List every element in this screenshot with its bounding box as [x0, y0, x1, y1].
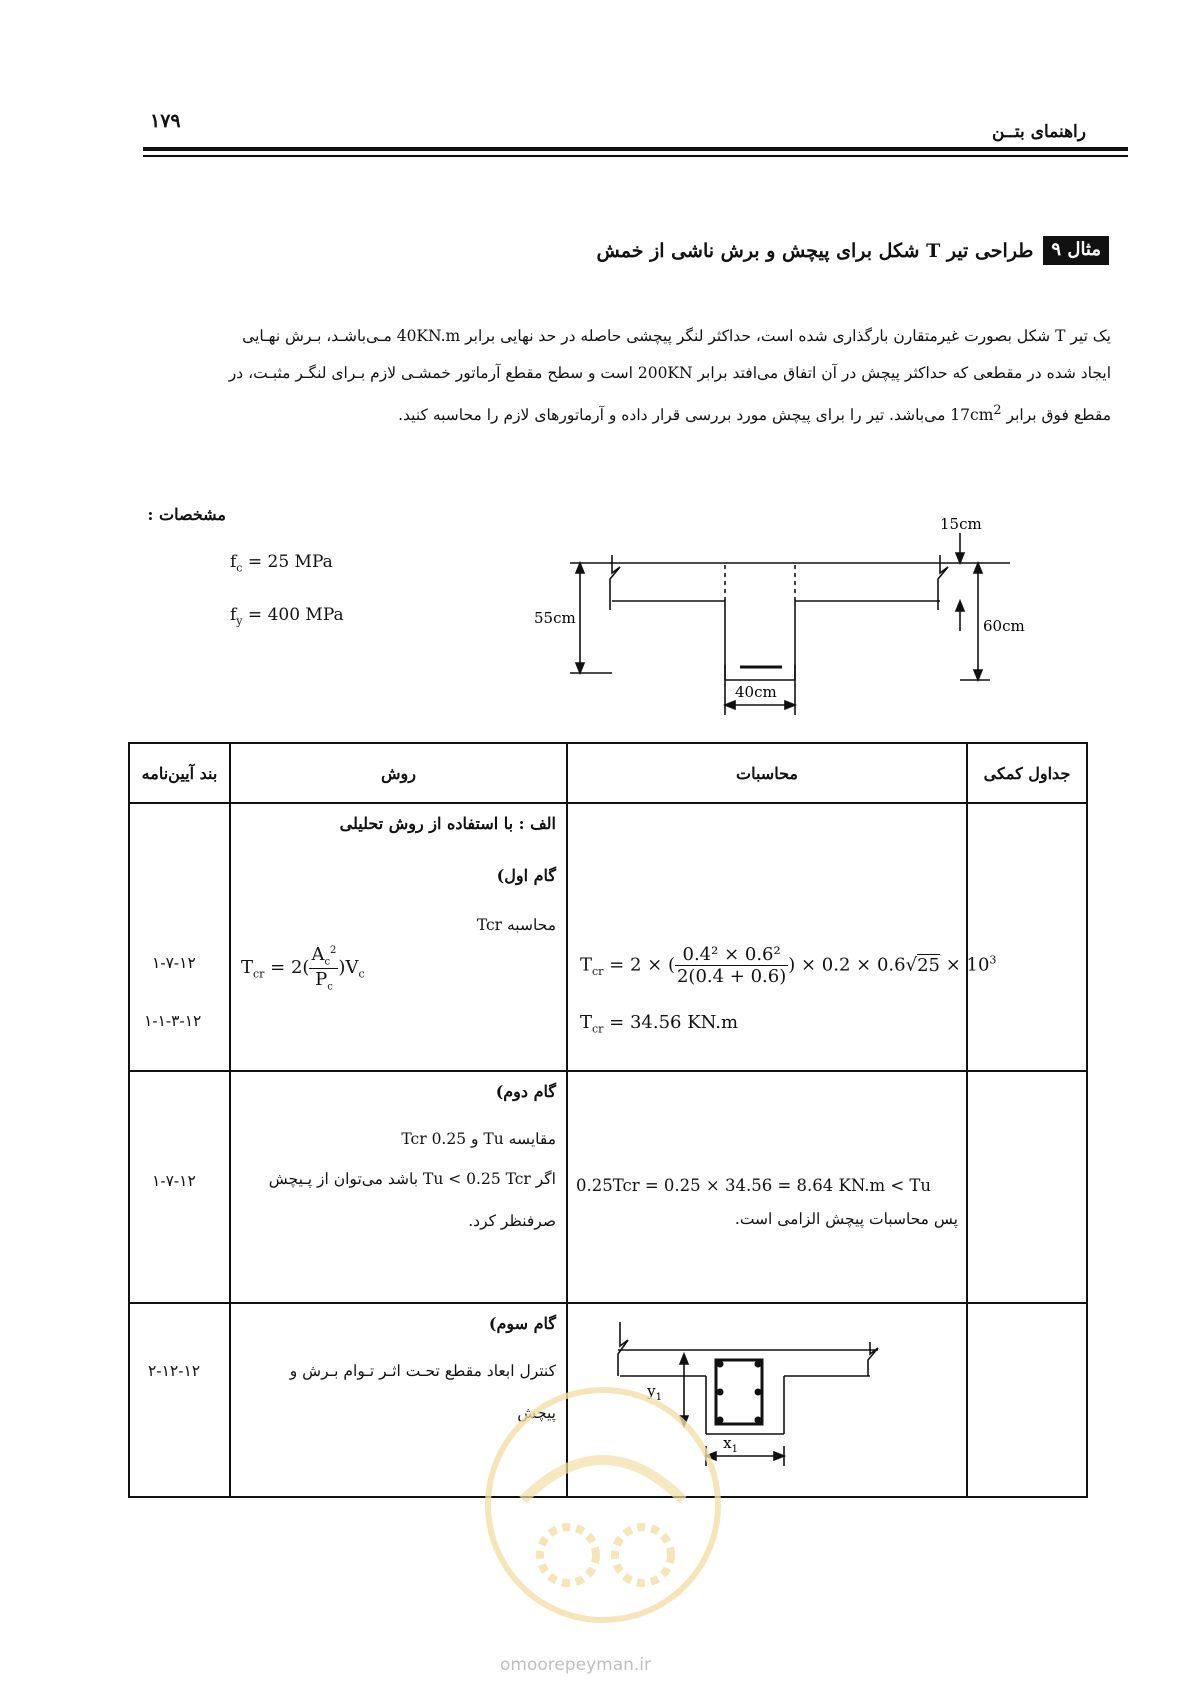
- tcr-formula: $T_{cr} = 2$( $\frac{A_c^2}{P_c}$ )$V_c$: [241, 944, 365, 993]
- step-one-label: گام اول): [496, 866, 556, 885]
- header-method: روش: [230, 743, 567, 803]
- steel-area-value: $17cm^2$: [950, 403, 1002, 425]
- calc-cell: [567, 803, 997, 1071]
- problem-line-3-post: می‌باشد. تیر را برای پیچش مورد بررسی قرار داده و آرماتورهای لازم را محاسبه کنید.: [398, 406, 951, 425]
- tcr-calculation: $T_{cr} = 2$ × ( $\frac{\text{0.4² × 0.6²}}{2(0.4 + 0.6)}$ ) × $0.2 \times 0.6√25 \times 10^3$: [580, 944, 997, 987]
- step-three-desc-end: پیچش: [517, 1404, 556, 1422]
- problem-line-3: [121, 392, 1111, 434]
- tu-comparison: 0.25Tcr = 0.25 × 34.56 = 8.64 KN.m < Tu: [576, 1176, 932, 1195]
- aux-cell: [967, 1303, 1087, 1497]
- header-code-clause: بند آیین‌نامه: [129, 743, 230, 803]
- table-row: [129, 803, 1087, 1071]
- code-cell: [129, 1303, 230, 1497]
- code-clause: ۱-۷-۱۲: [152, 954, 196, 972]
- tcr-denominator: 2(0.4 + 0.6): [676, 966, 787, 987]
- t-beam-section-diagram: [520, 505, 1060, 735]
- problem-line-3-pre: مقطع فوق برابر: [1001, 406, 1111, 425]
- analytic-method-heading: الف : با استفاده از روش تحلیلی: [339, 814, 556, 833]
- step-two-condition-end: صرفنظر کرد.: [468, 1212, 556, 1230]
- web-width-label: 40cm: [735, 683, 777, 701]
- aux-cell: [967, 1071, 1087, 1303]
- table-header-row: [129, 743, 1087, 803]
- tcr-result: $T_{cr} = 34.56$ KN.m: [580, 1012, 739, 1036]
- step-three-label: گام سوم): [488, 1314, 556, 1333]
- watermark-seal: [478, 1380, 728, 1630]
- header-calculations: محاسبات: [567, 743, 967, 803]
- fy-spec: $f_y = 400$ MPa: [230, 605, 344, 628]
- total-depth-label: 60cm: [983, 617, 1025, 635]
- code-cell: [129, 1071, 230, 1303]
- specs-label: مشخصات :: [147, 505, 226, 524]
- code-clause: ۲-۱۲-۱۲: [148, 1362, 201, 1380]
- fc-spec: $f_c = 25$ MPa: [230, 552, 333, 575]
- example-title: طراحی تیر T شکل برای پیچش و برش ناشی از خمش: [596, 239, 1034, 262]
- book-title: راهنمای بتــن: [991, 122, 1086, 142]
- tcr-numerator: 0.4² × 0.6²: [675, 944, 788, 966]
- table-row: [129, 1071, 1087, 1303]
- step-one-desc: محاسبه Tcr: [476, 916, 556, 934]
- method-cell: [230, 803, 567, 1071]
- page-number: ۱۷۹: [150, 110, 181, 132]
- web-depth-label: 55cm: [534, 609, 576, 627]
- example-heading: [597, 236, 1109, 265]
- example-badge: مثال ۹: [1043, 236, 1109, 265]
- header-aux-tables: جداول کمکی: [967, 743, 1087, 803]
- y1-label: $y_1$: [647, 1382, 662, 1403]
- code-cell: [129, 803, 230, 1071]
- aux-cell: [967, 803, 1087, 1071]
- header-rule-thick: [143, 147, 1128, 151]
- x1-label: $x_1$: [723, 1434, 738, 1455]
- step-two-desc: مقایسه Tu و 0.25 Tcr: [401, 1130, 556, 1148]
- problem-line-2: ایجاد شده در مقطعی که حداکثر پیچش در آن اتفاق می‌افتد برابر 200KN است و سطح مقطع آرماتور خمشـی لازم بـرای لنگـر مثبـت، در: [228, 364, 1111, 382]
- step-two-condition: اگر Tu < 0.25 Tcr باشد می‌توان از پـیچش: [268, 1170, 556, 1188]
- header-rule-thin: [143, 155, 1128, 157]
- method-cell: [230, 1071, 567, 1303]
- torsion-required-note: پس محاسبات پیچش الزامی است.: [734, 1210, 958, 1228]
- flange-thickness-label: 15cm: [940, 515, 982, 533]
- code-clause: ۱-۱-۳-۱۲: [144, 1012, 202, 1030]
- calc-cell: [567, 1071, 967, 1303]
- watermark-url: omoorepeyman.ir: [500, 1655, 652, 1675]
- code-clause: ۱-۷-۱۲: [152, 1172, 196, 1190]
- problem-line-1: یک تیر T شکل بصورت غیرمتقارن بارگذاری شده است، حداکثر لنگر پیچشی حاصله در حد نهایی برابر 40KN.m مـی‌باشـد، بـرش نهـایی: [242, 327, 1111, 345]
- problem-statement: [121, 318, 1111, 434]
- step-two-label: گام دوم): [495, 1082, 556, 1101]
- step-three-desc: کنترل ابعاد مقطع تحـت اثـر تـوام بـرش و: [289, 1362, 556, 1380]
